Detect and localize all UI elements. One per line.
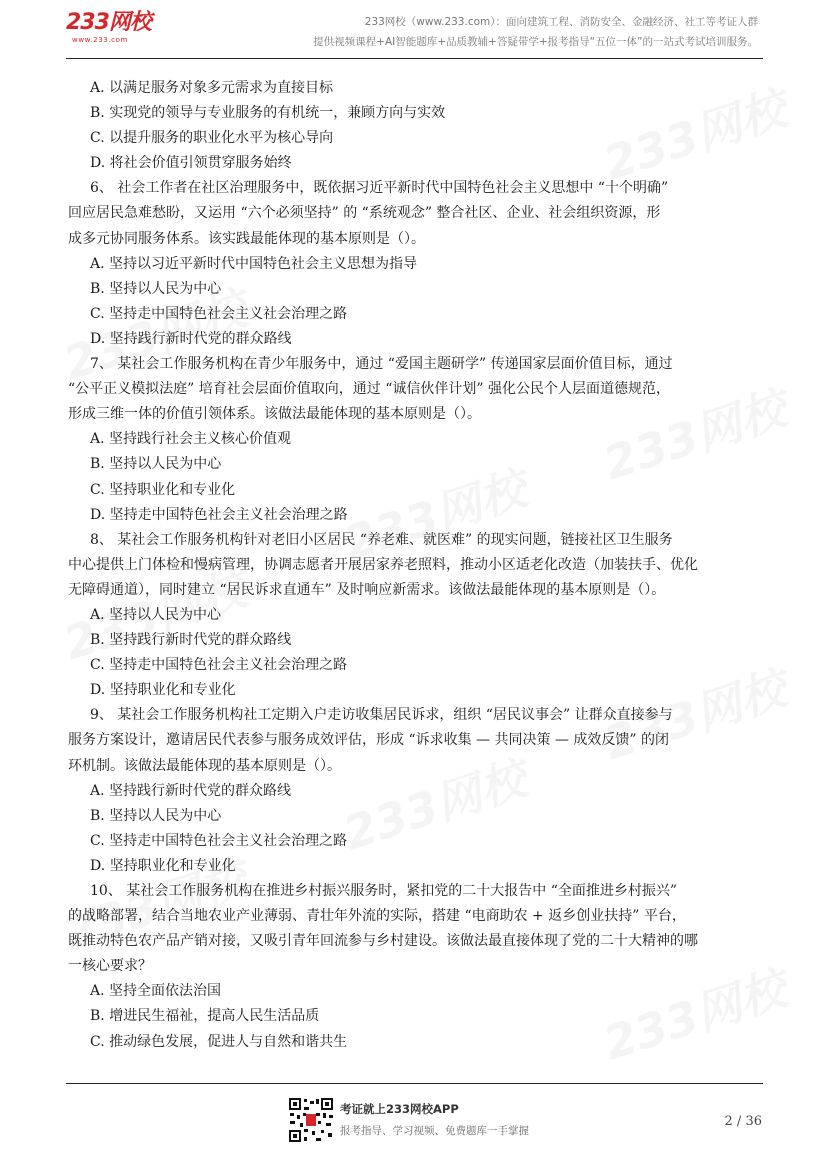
question-text-line: 6、 社会工作者在社区治理服务中，既依据习近平新时代中国特色社会主义思想中 “十个明确” [90,180,669,197]
question-text-line: 既推动特色农产品产销对接，又吸引青年回流参与乡村建设。该做法最直接体现了党的二十大精神的哪 [68,933,698,950]
tagline-line-1: 233网校（www.233.com）：面向建筑工程、消防安全、金融经济、社工等考证人群 [364,16,758,28]
question-text-line: “公平正义模拟法庭” 培育社会层面价值取向，通过 “诚信伙伴计划” 强化公民个人层面道德规范， [68,381,670,398]
answer-option: D. 将社会价值引领贯穿服务始终 [90,155,292,172]
question-text-line: 形成三维一体的价值引领体系。该做法最能体现的基本原则是（）。 [68,406,481,423]
header-divider [66,58,763,59]
answer-option: A. 坚持以人民为中心 [90,606,222,623]
answer-option: C. 坚持走中国特色社会主义社会治理之路 [90,657,348,674]
answer-option: D. 坚持践行新时代党的群众路线 [90,330,292,347]
answer-option: A. 以满足服务对象多元需求为直接目标 [90,80,334,96]
app-promo-title[interactable]: 考证就上233网校APP [340,1102,459,1116]
question-text-line: 一核心要求？ [68,958,152,975]
qr-code-icon [288,1097,334,1143]
answer-option: B. 增进民生福祉，提高人民生活品质 [90,1008,320,1025]
answer-option: C. 以提升服务的职业化水平为核心导向 [90,130,334,147]
answer-option: D. 坚持走中国特色社会主义社会治理之路 [90,506,348,523]
page-header [0,0,830,62]
question-text-line: 成多元协同服务体系。该实践最能体现的基本原则是（）。 [68,230,425,247]
question-text-line: 回应居民急难愁盼，又运用 “六个必须坚持” 的 “系统观念” 整合社区、企业、社会组织资源，形 [68,205,661,222]
answer-option: C. 推动绿色发展，促进人与自然和谐共生 [90,1033,348,1050]
question-text-line: 中心提供上门体检和慢病管理，协调志愿者开展居家养老照料，推动小区适老化改造（加装扶手、优化 [68,556,698,573]
answer-option: B. 坚持以人民为中心 [90,280,222,297]
answer-option: C. 坚持走中国特色社会主义社会治理之路 [90,305,348,322]
document-body [68,76,763,1055]
answer-option: D. 坚持职业化和专业化 [90,857,236,874]
question-text-line: 的战略部署，结合当地农业产业薄弱、青壮年外流的实际，搭建 “电商助农 + 返乡创业扶持” 平台， [68,908,686,925]
answer-option: C. 坚持走中国特色社会主义社会治理之路 [90,832,348,849]
brand-logo[interactable] [66,10,166,46]
page-number: 2 / 36 [724,1114,762,1129]
answer-option: B. 坚持以人民为中心 [90,807,222,824]
logo-url: www.233.com [72,36,128,44]
answer-option: A. 坚持践行社会主义核心价值观 [90,431,292,448]
tagline-line-2: 提供视频课程+AI智能题库+品质教辅+答疑带学+报考指导“五位一体”的一站式考试培训服务。 [313,36,758,48]
answer-option: D. 坚持职业化和专业化 [90,682,236,699]
header-tagline [313,12,758,52]
answer-option: B. 实现党的领导与专业服务的有机统一，兼顾方向与实效 [90,105,446,122]
answer-option: A. 坚持以习近平新时代中国特色社会主义思想为指导 [90,255,418,272]
answer-option: B. 坚持践行新时代党的群众路线 [90,632,292,649]
answer-option: B. 坚持以人民为中心 [90,456,222,473]
footer-divider [66,1083,763,1084]
answer-option: A. 坚持全面依法治国 [90,983,222,1000]
question-text-line: 无障碍通道），同时建立 “居民诉求直通车” 及时响应新需求。该做法最能体现的基本原则是（）。 [68,581,666,598]
question-text-line: 环机制。该做法最能体现的基本原则是（）。 [68,757,341,774]
answer-option: C. 坚持职业化和专业化 [90,481,236,498]
logo-text: 233网校 [66,10,151,35]
question-text-line: 8、 某社会工作服务机构针对老旧小区居民 “养老难、就医难” 的现实问题，链接社区卫生服务 [90,531,673,548]
app-promo-subtitle: 报考指导、学习视频、免费题库一手掌握 [340,1125,529,1137]
question-text-line: 服务方案设计，邀请居民代表参与服务成效评估，形成 “诉求收集 — 共同决策 — 成效反馈” 的闭 [68,732,670,749]
question-text-line: 10、 某社会工作服务机构在推进乡村振兴服务时，紧扣党的二十大报告中 “全面推进乡村振兴” [90,883,678,899]
answer-option: A. 坚持践行新时代党的群众路线 [90,782,292,799]
question-text-line: 7、 某社会工作服务机构在青少年服务中，通过 “爱国主题研学” 传递国家层面价值目标，通过 [90,356,673,373]
question-text-line: 9、 某社会工作服务机构社工定期入户走访收集居民诉求，组织 “居民议事会” 让群众直接参与 [90,707,673,724]
